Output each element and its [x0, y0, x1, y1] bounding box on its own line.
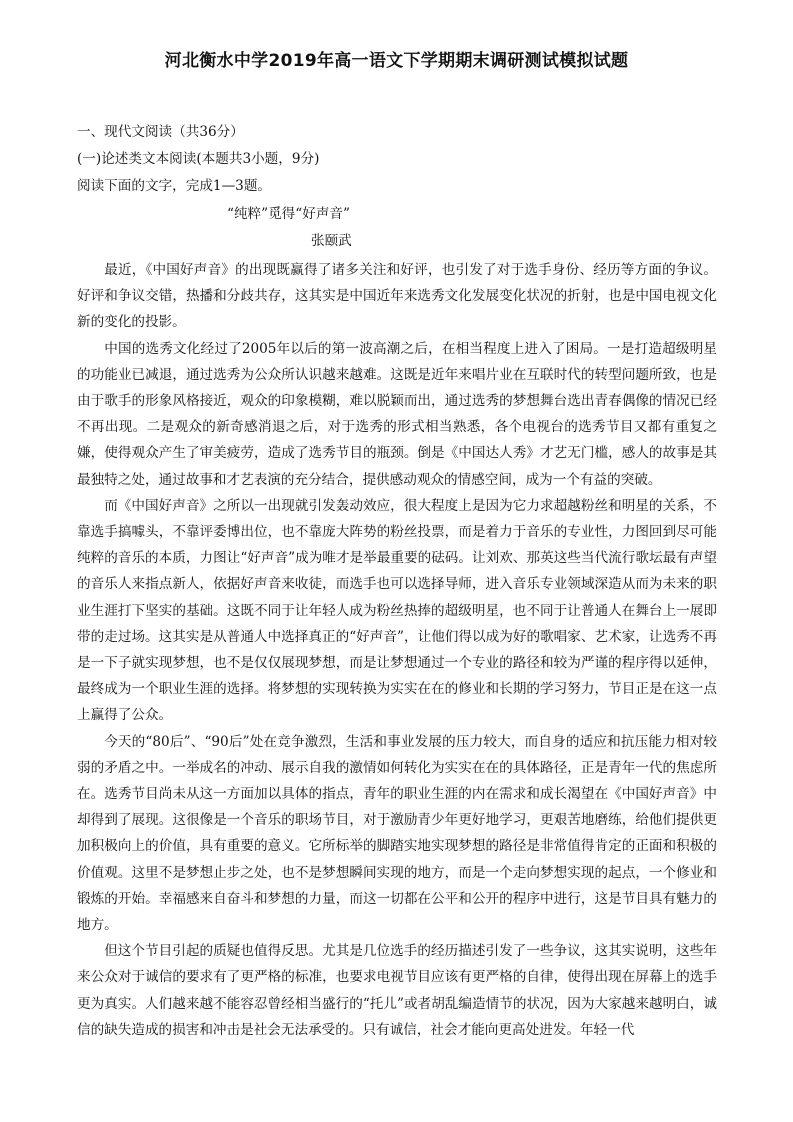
paragraph: 今天的“80后”、“90后”处在竞争激烈，生活和事业发展的压力较大，而自身的适应和抗压能力相对较弱的矛盾之中。一举成名的冲动、展示自我的激情如何转化为实实在在的具体路径，正是青年一代的焦虑所在。选秀节目尚未从这一方面加以具体的指点，青年的职业生涯的内在需求和成长渴望在《中国好声音》中却得到了展现。这很像是一个音乐的职场节目，对于激励青少年更好地学习，更艰苦地磨练，给他们提供更加积极向上的价值，具有重要的意义。它所标举的脚踏实地实现梦想的路径是非常值得肯定的正面和积极的价值观。这里不是梦想止步之处，也不是梦想瞬间实现的地方，而是一个走向梦想实现的起点，一个修业和锻炼的开始。幸福感来自奋斗和梦想的力量，而这一切都在公平和公开的程序中进行，这是节目具有魅力的地方。: [77, 733, 717, 934]
paragraph: 但这个节目引起的质疑也值得反思。尤其是几位选手的经历描述引发了一些争议，这其实说明，这些年来公众对于诚信的要求有了更严格的标准，也要求电视节目应该有更严格的自律，使得出现在屏幕上的选手更为真实。人们越来越不能容忍曾经相当盛行的“托儿”或者胡乱编造情节的状况，因为大家越来越明白，诚信的缺失造成的损害和冲击是社会无法承受的。只有诚信，社会才能向更高处进发。年轻一代: [77, 943, 717, 1038]
paragraph: 而《中国好声音》之所以一出现就引发轰动效应，很大程度上是因为它力求超越粉丝和明星的关系，不靠选手搞噱头，不靠评委博出位，也不靠庞大阵势的粉丝投票，而是着力于音乐的专业性，力图回到尽可能纯粹的音乐的本质，力图让“好声音”成为唯才是举最重要的砝码。让刘欢、那英这些当代流行歌坛最有声望的音乐人来指点新人，依据好声音来收徒，而选手也可以选择导师，进入音乐专业领域深造从而为未来的职业生涯打下坚实的基础。这既不同于让年轻人成为粉丝热捧的超级明星，也不同于让普通人在舞台上一展即带的走过场。这其实是从普通人中选择真正的“好声音”，让他们得以成为好的歌唱家、艺术家，让选秀不再是一下子就实现梦想，也不是仅仅展现梦想，而是让梦想通过一个专业的路径和较为严谨的程序得以延伸，最终成为一个职业生涯的选择。将梦想的实现转换为实实在在的修业和长期的学习努力，节目正是在这一点上赢得了公众。: [77, 497, 717, 724]
paragraph: 中国的选秀文化经过了2005年以后的第一波高潮之后，在相当程度上进入了困局。一是打造超级明星的功能业已减退，通过选秀为公众所认识越来越难。这既是近年来唱片业在互联时代的转型问题所致，也是由于歌手的形象风格接近，观众的印象模糊，难以脱颖而出，通过选秀的梦想舞台选出青春偶像的情况已经不再出现。二是观众的新奇感消退之后，对于选秀的形式相当熟悉，各个电视台的选秀节目又都有重复之嫌，使得观众产生了审美疲劳，造成了选秀节目的瓶颈。倒是《中国达人秀》才艺无门槛，感人的故事是其最独特之处，通过故事和才艺表演的充分结合，提供感动观众的情感空间，成为一个有益的突破。: [77, 340, 717, 488]
section-heading: 一、现代文阅读（共36分）: [77, 124, 244, 140]
document-title: 河北衡水中学2019年高一语文下学期期末调研测试模拟试题: [164, 51, 629, 71]
article-title: “纯粹”觅得“好声音”: [227, 206, 350, 222]
article-body: [77, 257, 717, 1043]
reading-instruction: 阅读下面的文字，完成1—3题。: [77, 178, 272, 194]
subsection-heading: (一)论述类文本阅读(本题共3小题，9分): [77, 151, 320, 167]
paragraph: 最近，《中国好声音》的出现既赢得了诸多关注和好评，也引发了对于选手身份、经历等方面的争议。好评和争议交错，热播和分歧共存，这其实是中国近年来选秀文化发展变化状况的折射，也是中国电视文化新的变化的投影。: [77, 262, 717, 331]
article-author: 张颐武: [311, 233, 352, 249]
